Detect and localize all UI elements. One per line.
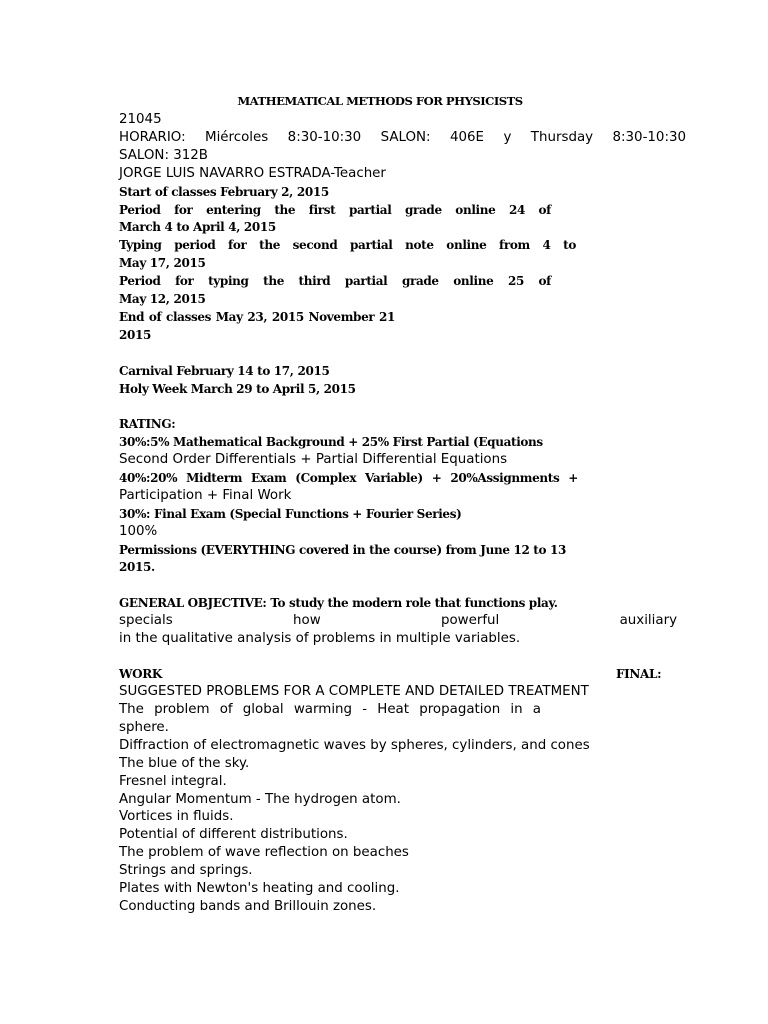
problem-item: Strings and springs. [119,863,253,878]
problem-item: Diffraction of electromagnetic waves by spheres, cylinders, and cones [119,738,590,753]
objective-line-3: in the qualitative analysis of problems in multiple variables. [119,631,521,646]
first-partial-line-1: Period for entering the first partial grade online 24 of [119,203,551,217]
problem-item: Conducting bands and Brillouin zones. [119,899,377,914]
permissions-line-2: 2015. [119,560,155,574]
work-label: WORK [119,667,162,681]
start-classes: Start of classes February 2, 2015 [119,185,329,199]
first-partial-line-2: March 4 to April 4, 2015 [119,220,276,234]
end-classes-line-1: End of classes May 23, 2015 November 21 [119,310,395,324]
problem-item: The blue of the sky. [119,756,250,771]
holy-week-line: Holy Week March 29 to April 5, 2015 [119,382,356,396]
permissions-line-1: Permissions (EVERYTHING covered in the course) from June 12 to 13 [119,543,566,557]
rating-line-3: 40%:20% Midterm Exam (Complex Variable) + 20%Assignments + [119,471,578,485]
carnival-line: Carnival February 14 to 17, 2015 [119,364,330,378]
problem-item: Plates with Newton's heating and cooling. [119,881,400,896]
rating-heading: RATING: [119,417,176,431]
rating-line-1: 30%:5% Mathematical Background + 25% First Partial (Equations [119,435,543,449]
second-partial-line-1: Typing period for the second partial note online from 4 to [119,238,576,252]
second-partial-line-2: May 17, 2015 [119,256,206,270]
rating-line-5: 30%: Final Exam (Special Functions + Fourier Series) [119,507,462,521]
suggested-heading: SUGGESTED PROBLEMS FOR A COMPLETE AND DETAILED TREATMENT [119,684,589,699]
final-label: FINAL: [616,667,662,681]
schedule-line: HORARIO: Miércoles 8:30-10:30 SALON: 406E y Thursday 8:30-10:30 [119,130,686,145]
teacher-line: JORGE LUIS NAVARRO ESTRADA-Teacher [119,166,386,181]
end-classes-line-2: 2015 [119,328,151,342]
room-line: SALON: 312B [119,148,208,163]
problem-item: Potential of different distributions. [119,827,348,842]
problem-item: Vortices in fluids. [119,809,234,824]
problem-item: The problem of wave reflection on beaches [119,845,409,860]
objective-line-1: GENERAL OBJECTIVE: To study the modern role that functions play. [119,596,558,610]
rating-line-6: 100% [119,524,158,539]
document-title: MATHEMATICAL METHODS FOR PHYSICISTS [237,94,523,108]
problem-item: Angular Momentum - The hydrogen atom. [119,792,401,807]
rating-line-4: Participation + Final Work [119,488,292,503]
third-partial-line-1: Period for typing the third partial grade online 25 of [119,274,551,288]
problem-item: sphere. [119,720,169,735]
problem-item: The problem of global warming - Heat propagation in a [119,702,541,717]
course-code: 21045 [119,112,162,127]
problem-item: Fresnel integral. [119,774,227,789]
third-partial-line-2: May 12, 2015 [119,292,206,306]
rating-line-2: Second Order Differentials + Partial Differential Equations [119,452,508,467]
objective-line-2: specials how powerful auxiliary [119,613,677,628]
